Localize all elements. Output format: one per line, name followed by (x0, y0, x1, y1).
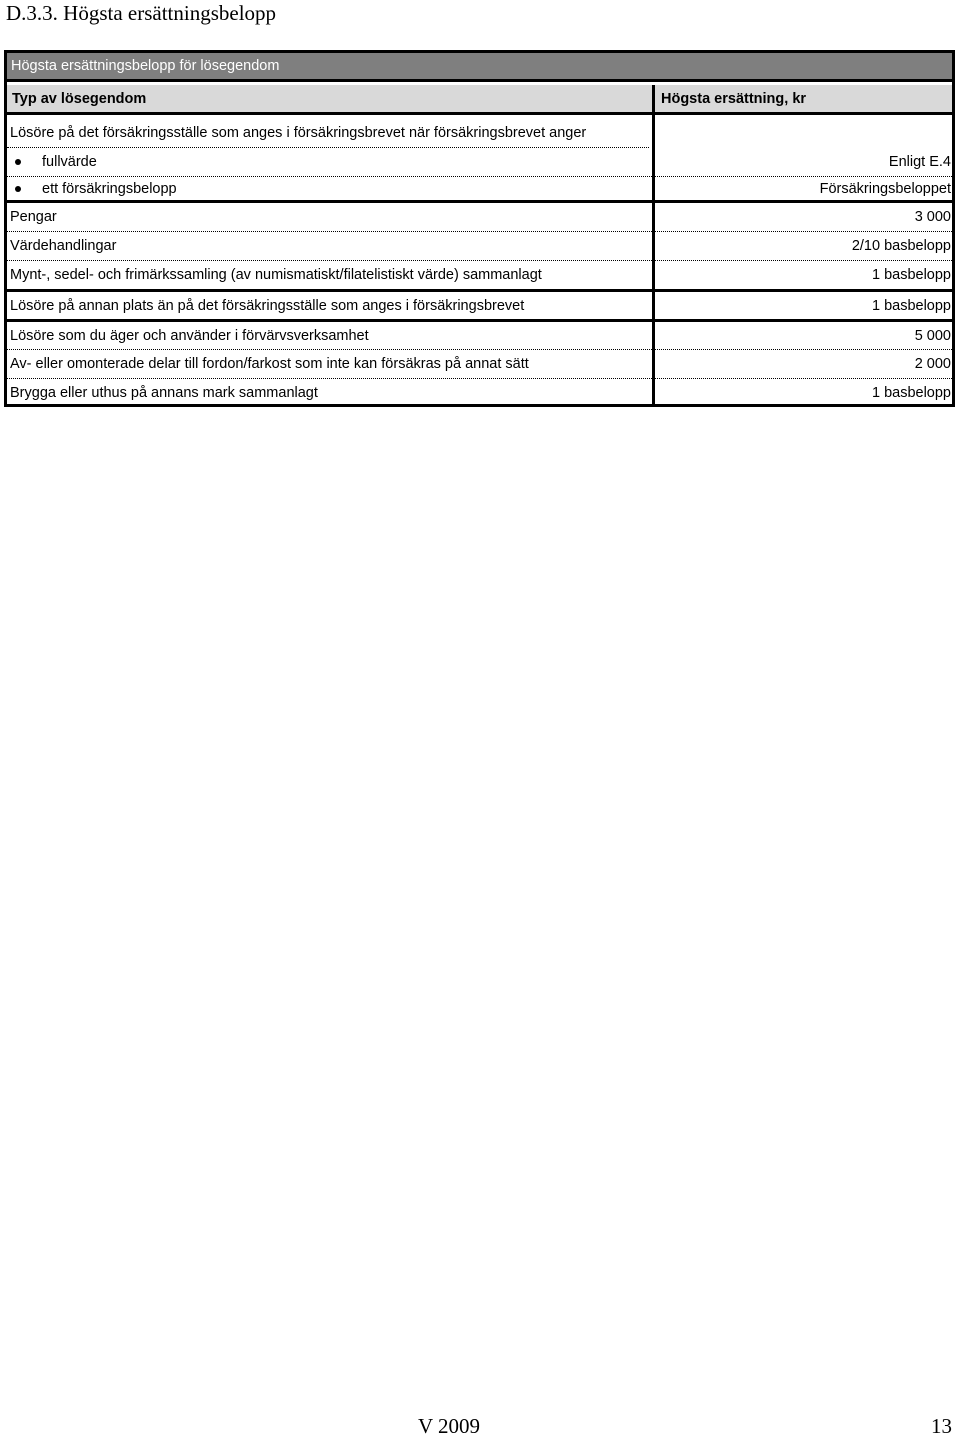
table-row (7, 203, 952, 231)
table-row (7, 118, 952, 147)
row-value: 1 basbelopp (871, 267, 951, 283)
row-label: Mynt-, sedel- och frimärkssamling (av numismatiskt/filatelistiskt värde) sammanlagt (10, 267, 542, 283)
row-label: Brygga eller uthus på annans mark sammanlagt (10, 385, 318, 401)
table-title: Högsta ersättningsbelopp för lösegendom (11, 58, 280, 74)
table-row (7, 148, 952, 176)
bullet-icon (15, 186, 21, 192)
table-title-row (7, 53, 952, 82)
row-label: Pengar (10, 209, 57, 225)
row-value: 2 000 (914, 356, 951, 372)
row-label: ett försäkringsbelopp (42, 180, 177, 197)
row-label: Av- eller omonterade delar till fordon/farkost som inte kan försäkras på annat sätt (10, 356, 529, 372)
compensation-table (4, 50, 955, 407)
row-label: Lösöre som du äger och använder i förvärvsverksamhet (10, 327, 369, 344)
table-row (7, 232, 952, 260)
table-row (7, 350, 952, 378)
row-label: Värdehandlingar (10, 238, 117, 254)
table-row (7, 177, 952, 200)
table-row (7, 292, 952, 319)
row-label: fullvärde (42, 154, 97, 170)
row-value: Försäkringsbeloppet (819, 180, 951, 197)
footer-version: V 2009 (418, 1414, 481, 1438)
section-heading: D.3.3. Högsta ersättningsbelopp (6, 1, 277, 25)
row-value: 5 000 (914, 327, 951, 344)
table-header-row (7, 85, 952, 115)
header-amount: Högsta ersättning, kr (661, 90, 807, 107)
row-value: 1 basbelopp (871, 385, 951, 401)
bullet-icon (15, 159, 21, 165)
group-label: Lösöre på det försäkringsställe som anges i försäkringsbrevet när försäkringsbrevet anger (10, 124, 587, 141)
table-row (7, 261, 952, 289)
row-value: Enligt E.4 (888, 154, 951, 170)
table-row (7, 379, 952, 407)
row-label: Lösöre på annan plats än på det försäkringsställe som anges i försäkringsbrevet (10, 297, 525, 314)
header-type: Typ av lösegendom (12, 90, 147, 107)
row-value: 2/10 basbelopp (851, 238, 951, 254)
row-value: 1 basbelopp (871, 297, 951, 314)
row-value: 3 000 (914, 209, 951, 225)
page-number: 13 (931, 1414, 952, 1438)
table-row (7, 322, 952, 349)
